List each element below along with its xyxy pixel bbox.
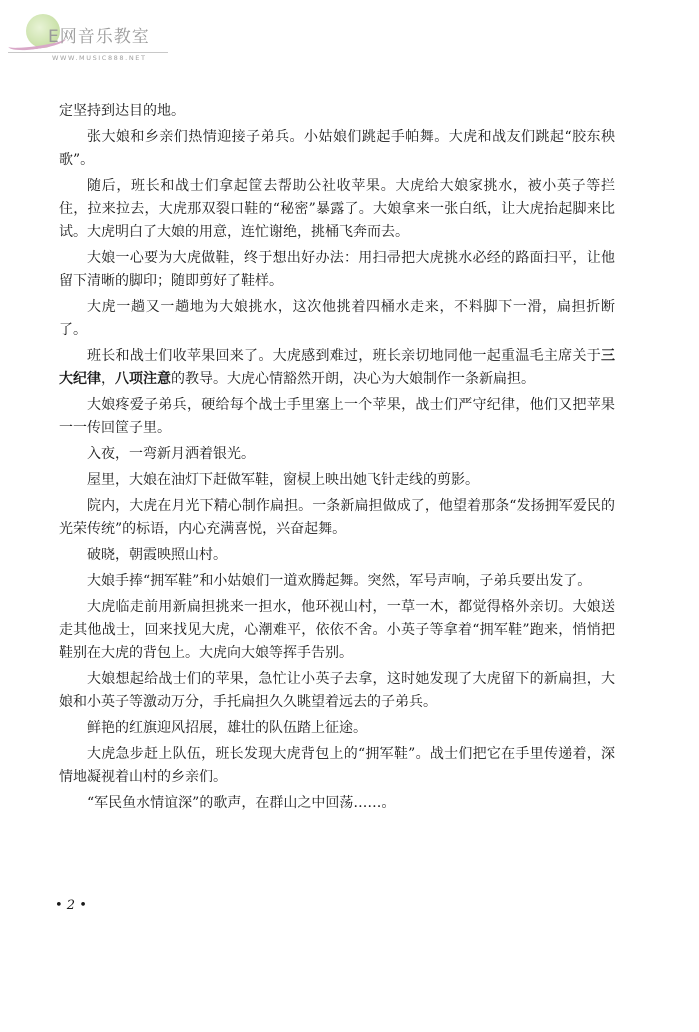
body-text xyxy=(59,100,615,818)
paragraph-text: ， xyxy=(101,371,115,387)
site-header xyxy=(8,8,178,68)
page-number: • 2 • xyxy=(55,898,87,913)
paragraph: 大娘手捧“拥军鞋”和小姑娘们一道欢腾起舞。突然，军号声响，子弟兵要出发了。 xyxy=(87,573,592,589)
paragraph: “军民鱼水情谊深”的歌声，在群山之中回荡……。 xyxy=(87,795,396,811)
paragraph: 张大娘和乡亲们热情迎接子弟兵。小姑娘们跳起手帕舞。大虎和战友们跳起“胶东秧歌”。 xyxy=(59,129,615,168)
paragraph: 入夜，一弯新月洒着银光。 xyxy=(87,446,255,462)
paragraph-text: 班长和战士们收苹果回来了。大虎感到难过，班长亲切地同他一起重温毛主席关于 xyxy=(87,348,601,364)
bold-term: 三大纪律 xyxy=(59,348,615,387)
paragraph-text: 的教导。大虎心情豁然开朗，决心为大娘制作一条新扁担。 xyxy=(171,371,535,387)
paragraph: 破晓，朝霞映照山村。 xyxy=(87,547,227,563)
site-url: WWW.MUSIC888.NET xyxy=(52,54,147,62)
paragraph: 大虎急步赶上队伍，班长发现大虎背包上的“拥军鞋”。战士们把它在手里传递着，深情地凝视着山村的乡亲们。 xyxy=(59,746,615,785)
paragraph: 院内，大虎在月光下精心制作扁担。一条新扁担做成了，他望着那条“发扬拥军爱民的光荣传统”的标语，内心充满喜悦，兴奋起舞。 xyxy=(59,498,615,537)
paragraph: 随后，班长和战士们拿起筐去帮助公社收苹果。大虎给大娘家挑水，被小英子等拦住，拉来拉去，大虎那双裂口鞋的“秘密”暴露了。大娘拿来一张白纸，让大虎抬起脚来比试。大虎明白了大娘的用意，连忙谢绝，挑桶飞奔而去。 xyxy=(59,178,615,240)
header-divider xyxy=(8,52,168,53)
brand-name: E网音乐教室 xyxy=(48,27,150,47)
bold-term: 八项注意 xyxy=(115,371,171,387)
paragraph: 鲜艳的红旗迎风招展，雄壮的队伍踏上征途。 xyxy=(87,720,367,736)
paragraph: 大娘疼爱子弟兵，硬给每个战士手里塞上一个苹果，战士们严守纪律，他们又把苹果一一传回筐子里。 xyxy=(59,397,615,436)
paragraph: 定坚持到达目的地。 xyxy=(59,103,185,119)
paragraph: 大娘想起给战士们的苹果，急忙让小英子去拿，这时她发现了大虎留下的新扁担，大娘和小英子等激动万分，手托扁担久久眺望着远去的子弟兵。 xyxy=(59,671,615,710)
paragraph xyxy=(59,345,615,391)
paragraph: 大虎一趟又一趟地为大娘挑水，这次他挑着四桶水走来，不料脚下一滑，扁担折断了。 xyxy=(59,299,615,338)
paragraph: 大虎临走前用新扁担挑来一担水，他环视山村，一草一木，都觉得格外亲切。大娘送走其他战士，回来找见大虎，心潮难平，依依不舍。小英子等拿着“拥军鞋”跑来，悄悄把鞋别在大虎的背包上。大虎向大娘等挥手告别。 xyxy=(59,599,615,661)
paragraph: 大娘一心要为大虎做鞋，终于想出好办法：用扫帚把大虎挑水必经的路面扫平，让他留下清晰的脚印；随即剪好了鞋样。 xyxy=(59,250,615,289)
paragraph: 屋里，大娘在油灯下赶做军鞋，窗棂上映出她飞针走线的剪影。 xyxy=(87,472,479,488)
